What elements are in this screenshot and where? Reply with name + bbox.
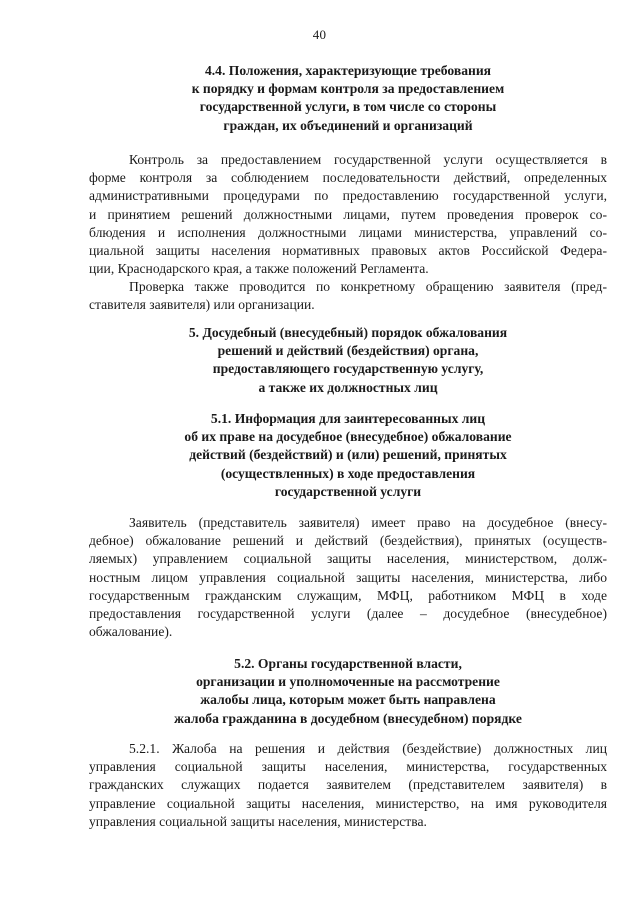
heading-line: об их праве на досудебное (внесудебное) обжалование <box>184 429 512 445</box>
heading-line: граждан, их объединений и организаций <box>223 117 473 133</box>
section-4-4-paragraph-1 <box>89 151 607 278</box>
paragraph-line: обжалование). <box>89 624 173 640</box>
section-5-2-paragraph-1 <box>89 740 607 831</box>
paragraph-line: и принятием решений должностными лицами, путем проведения проверок со- <box>89 206 607 222</box>
paragraph-line: гражданских служащих подается заявителем (представителем заявителя) в <box>89 777 607 793</box>
heading-line: жалобы лица, которым может быть направлена <box>200 692 496 708</box>
heading-line: государственной услуги, в том числе со стороны <box>199 99 497 115</box>
paragraph-line: управления социальной защиты населения, министерства. <box>89 813 427 829</box>
heading-line: 5.1. Информация для заинтересованных лиц <box>210 411 486 426</box>
heading-line: (осуществленных) в ходе предоставления <box>220 465 476 481</box>
heading-line: решений и действий (бездействия) органа, <box>217 343 479 359</box>
section-5-heading <box>60 324 636 397</box>
paragraph-line: предоставления государственной услуги (далее – досудебное (внесудебное) <box>89 606 607 622</box>
section-5-2-heading <box>60 655 636 728</box>
heading-line: организации и уполномоченные на рассмотрение <box>196 674 500 690</box>
heading-line: 5.2. Органы государственной власти, <box>234 656 462 671</box>
heading-line: действий (бездействий) и (или) решений, принятых <box>189 447 507 463</box>
paragraph-line: ставителя заявителя) или организации. <box>89 297 315 313</box>
paragraph-line: ностным лицом управления социальной защиты населения, министерства, либо <box>89 569 607 585</box>
paragraph-line: 5.2.1. Жалоба на решения и действия (бездействие) должностных лиц <box>129 741 607 756</box>
heading-line: 4.4. Положения, характеризующие требования <box>204 63 492 78</box>
paragraph-line: Проверка также проводится по конкретному обращению заявителя (пред- <box>129 279 607 294</box>
paragraph-line: Заявитель (представитель заявителя) имеет право на досудебное (внесу- <box>129 515 607 530</box>
paragraph-line: управление социальной защиты населения, министерство, на имя руководителя <box>89 795 607 811</box>
paragraph-line: государственным гражданским служащим, МФЦ, работником МФЦ в ходе <box>89 587 607 603</box>
section-5-1-paragraph-1 <box>89 514 607 641</box>
paragraph-line: управления социальной защиты населения, министерства, государственных <box>89 759 607 775</box>
section-4-4-paragraph-2 <box>89 278 607 314</box>
heading-line: жалоба гражданина в досудебном (внесудебном) порядке <box>174 710 522 726</box>
heading-line: государственной услуги <box>274 483 422 499</box>
paragraph-line: дебное) обжалование решений и действий (бездействия), принятых (осуществ- <box>89 533 607 549</box>
paragraph-line: форме контроля за соблюдением последовательности действий, определенных <box>89 170 607 186</box>
paragraph-line: ции, Краснодарского края, а также положений Регламента. <box>89 261 429 277</box>
paragraph-line: Контроль за предоставлением государственной услуги осуществляется в <box>129 152 607 167</box>
section-5-1-heading <box>60 410 636 501</box>
heading-line: а также их должностных лиц <box>258 379 438 395</box>
heading-line: предоставляющего государственную услугу, <box>212 361 484 377</box>
heading-line: к порядку и формам контроля за предоставлением <box>191 81 505 97</box>
page-number: 40 <box>312 27 327 42</box>
heading-line: 5. Досудебный (внесудебный) порядок обжалования <box>188 325 508 340</box>
paragraph-line: административными процедурами по предоставлению государственной услуги, <box>89 188 607 204</box>
paragraph-line: ляемых) управлением социальной защиты населения, министерством, долж- <box>89 551 607 567</box>
section-4-4-heading <box>60 62 636 135</box>
paragraph-line: блюдения и исполнения должностными лицами министерства, управлений со- <box>89 224 607 240</box>
paragraph-line: циальной защиты населения нормативных правовых актов Российской Федера- <box>89 243 607 259</box>
